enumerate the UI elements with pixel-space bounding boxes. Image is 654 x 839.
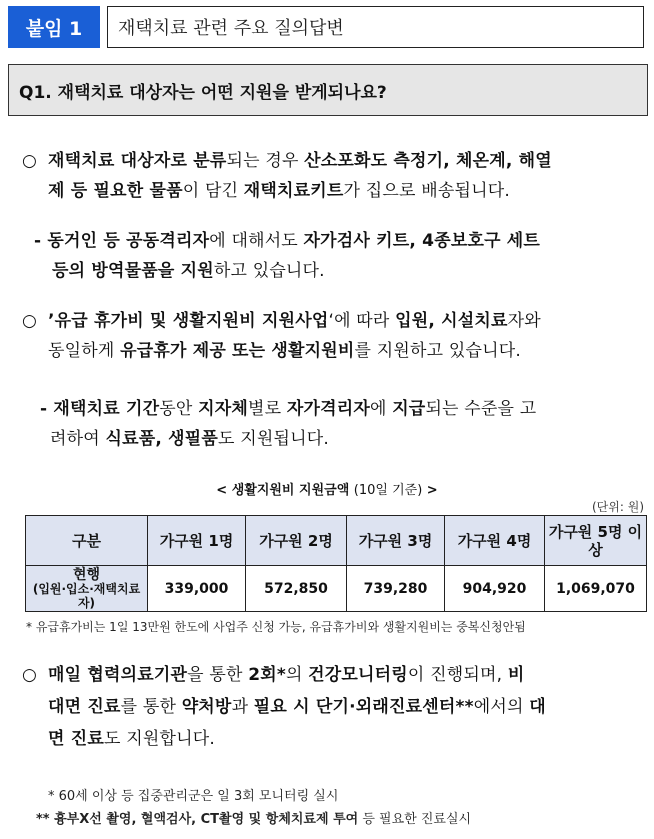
table-unit: (단위: 원)	[592, 500, 644, 514]
paragraph-paid-leave-line2: 동일하게 유급휴가 제공 또는 생활지원비를 지원하고 있습니다.	[48, 341, 521, 361]
document-title: 재택치료 관련 주요 질의답변	[107, 6, 644, 48]
table-row	[26, 566, 647, 612]
paragraph-monitoring-line2: 대면 진료를 통한 약처방과 필요 시 단기·외래진료센터**에서의 대	[48, 697, 546, 717]
paragraph-kit: ○ 재택치료 대상자로 분류되는 경우 산소포화도 측정기, 체온계, 해열	[22, 146, 650, 176]
table-cell: 739,280	[347, 566, 445, 612]
table-header-cell: 가구원 3명	[347, 516, 445, 566]
paragraph-food-support-line2: 려하여 식료품, 생필품도 지원됩니다.	[50, 429, 329, 449]
paragraph-food-support: - 재택치료 기간동안 지자체별로 자가격리자에 지급되는 수준을 고	[40, 399, 537, 419]
paragraph-monitoring-line3: 면 진료도 지원합니다.	[48, 729, 215, 749]
footnote-monitoring: * 60세 이상 등 집중관리군은 일 3회 모니터링 실시	[48, 789, 339, 804]
table-cell: 1,069,070	[545, 566, 647, 612]
paragraph-cohabitants-line2: 등의 방역물품을 지원하고 있습니다.	[52, 261, 325, 281]
living-support-table	[25, 515, 647, 612]
table-cell: 904,920	[445, 566, 545, 612]
bullet-circle: ○	[22, 665, 38, 685]
table-header-cell: 가구원 4명	[445, 516, 545, 566]
table-footnote: * 유급휴가비는 1일 13만원 한도에 사업주 신청 가능, 유급휴가비와 생활지원비는 중복신청안됨	[26, 620, 526, 634]
paragraph-monitoring: ○ 매일 협력의료기관을 통한 2회*의 건강모니터링이 진행되며, 비	[22, 660, 652, 690]
table-title: < 생활지원비 지원금액 (10일 기준) >	[216, 483, 438, 498]
paragraph-paid-leave: ○ ’유급 휴가비 및 생활지원비 지원사업‘에 따라 입원, 시설치료자와	[22, 306, 652, 336]
table-header-row	[26, 516, 647, 566]
table-header-cell: 가구원 2명	[246, 516, 347, 566]
table-header-cell: 가구원 1명	[148, 516, 246, 566]
paragraph-cohabitants: - 동거인 등 공동격리자에 대해서도 자가검사 키트, 4종보호구 세트	[34, 231, 541, 251]
table-cell: 572,850	[246, 566, 347, 612]
table-row-label: 현행 (입원·입소·재택치료자)	[26, 566, 148, 612]
bullet-circle: ○	[22, 151, 38, 171]
attachment-badge: 붙임 1	[8, 6, 100, 48]
paragraph-kit-line2: 제 등 필요한 물품이 담긴 재택치료키트가 집으로 배송됩니다.	[48, 181, 510, 201]
question-heading: Q1. 재택치료 대상자는 어떤 지원을 받게되나요?	[8, 64, 648, 116]
table-cell: 339,000	[148, 566, 246, 612]
table-header-cell: 구분	[26, 516, 148, 566]
table-header-cell: 가구원 5명 이상	[545, 516, 647, 566]
bullet-circle: ○	[22, 311, 38, 331]
footnote-treatment: ** 흉부X선 촬영, 혈액검사, CT촬영 및 항체치료제 투여 등 필요한 진료실시	[36, 812, 472, 827]
